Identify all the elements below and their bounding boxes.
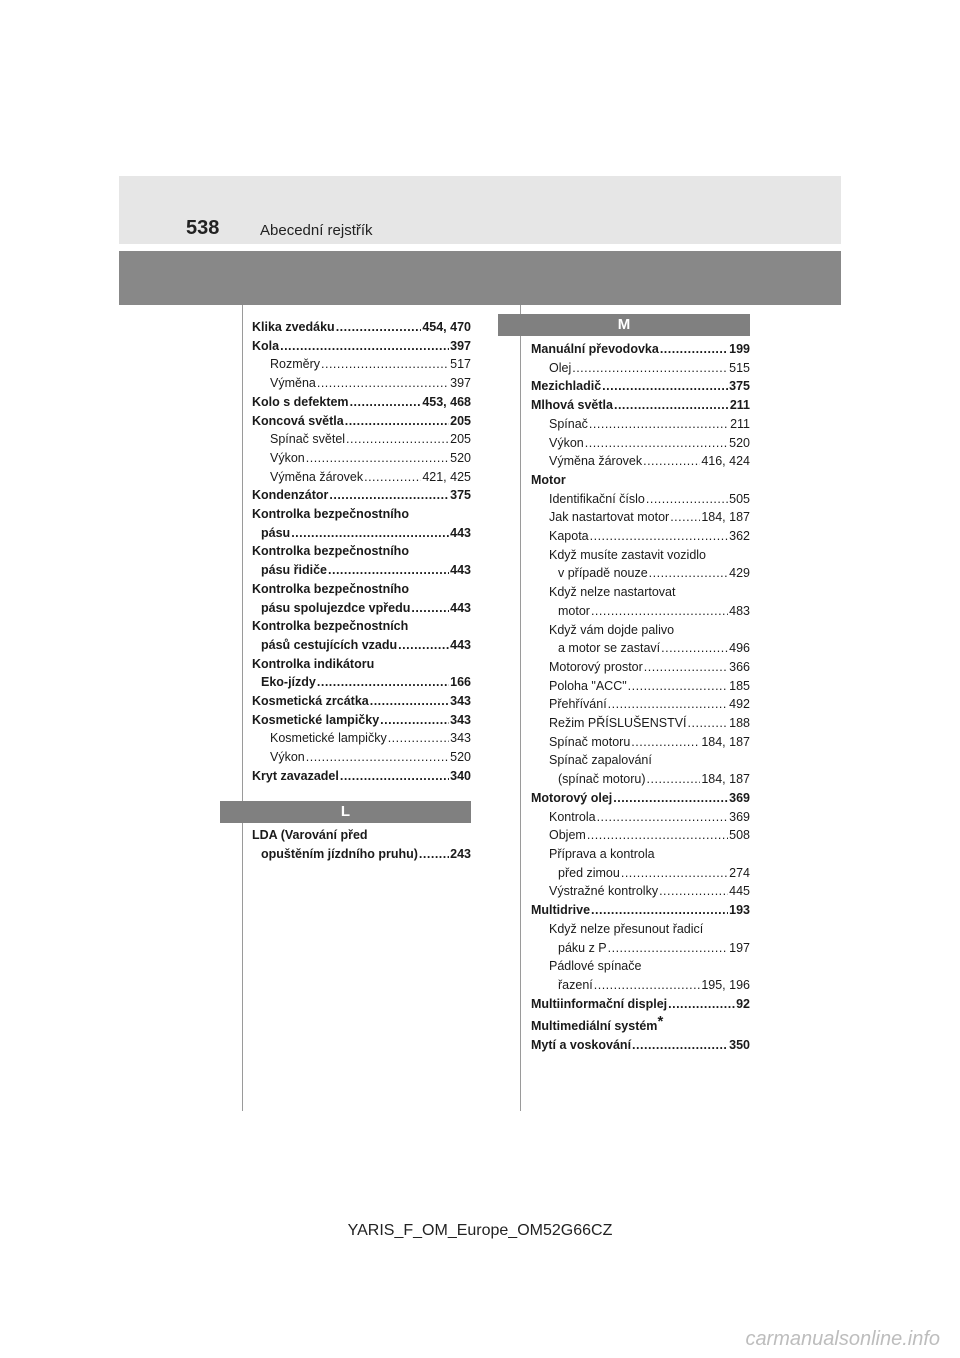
dot-leader (291, 524, 449, 543)
index-entry (531, 415, 750, 434)
entry-text: pásů cestujících vzadu (261, 637, 398, 652)
index-entry (252, 729, 471, 748)
entry-text: Výstražné kontrolky (549, 884, 659, 899)
dot-leader (643, 452, 700, 471)
entry-page-numbers: 243 (450, 846, 471, 861)
index-entry-label (531, 621, 750, 640)
entry-text: Když nelze přesunout řadicí (549, 921, 704, 936)
entry-page-numbers: 369 (729, 809, 750, 824)
dot-leader (572, 359, 728, 378)
entry-page-numbers: 184, 187 (701, 772, 750, 787)
entry-page-numbers: 185 (729, 678, 750, 693)
index-entry (531, 901, 750, 920)
dot-leader (587, 826, 728, 845)
index-entry (252, 393, 471, 412)
letter-heading-m: M (498, 314, 750, 336)
dot-leader (317, 673, 449, 692)
entry-page-numbers: 443 (450, 637, 471, 652)
index-entry-label (531, 546, 750, 565)
entry-text: Přehřívání (549, 697, 607, 712)
entry-text: Kosmetická zrcátka (252, 694, 369, 709)
index-entry (531, 340, 750, 359)
entry-text: Když musíte zastavit vozidlo (549, 547, 707, 562)
letter-heading-l: L (220, 801, 471, 823)
entry-page-numbers: 205 (450, 413, 471, 428)
entry-text: Spínač zapalování (549, 753, 652, 768)
dot-leader (614, 396, 729, 415)
dot-leader (380, 711, 449, 730)
entry-text: Výměna (270, 376, 316, 391)
dot-leader (613, 789, 728, 808)
dot-leader (688, 714, 729, 733)
index-entry (531, 695, 750, 714)
index-entry-label (531, 751, 750, 770)
header-band (119, 176, 841, 244)
index-entry (531, 864, 750, 883)
index-entry (531, 508, 750, 527)
column-rule-middle (520, 305, 521, 1111)
entry-text: Výměna žárovek (270, 469, 364, 484)
index-entry (531, 995, 750, 1014)
entry-text: LDA (Varování před (252, 828, 368, 842)
entry-text: (spínač motoru) (558, 772, 646, 787)
entry-text: Výkon (270, 750, 305, 765)
entry-page-numbers: 508 (729, 828, 750, 843)
entry-text: Spínač (549, 416, 588, 431)
entry-page-numbers: 199 (729, 342, 750, 356)
dot-leader (585, 434, 728, 453)
entry-text: v případě nouze (558, 566, 648, 581)
entry-text: Výkon (270, 450, 305, 465)
index-entry (252, 337, 471, 356)
entry-text: Kontrolka bezpečnostního (252, 544, 409, 559)
entry-text: Kontrolka bezpečnostního (252, 507, 409, 522)
index-entry (252, 845, 471, 864)
dot-leader (340, 767, 449, 786)
dot-leader (591, 602, 728, 621)
index-entry (252, 374, 471, 393)
entry-text: Kryt zavazadel (252, 768, 339, 783)
index-entry (252, 673, 471, 692)
index-entry (531, 677, 750, 696)
dot-leader (370, 692, 449, 711)
entry-text: motor (558, 603, 590, 618)
index-entry-label (531, 957, 750, 976)
watermark: carmanualsonline.info (745, 1328, 940, 1350)
entry-page-numbers: 195, 196 (701, 977, 750, 992)
entry-page-numbers: 205 (450, 432, 471, 447)
dot-leader (621, 864, 728, 883)
index-entry-label (252, 505, 471, 524)
index-entry (252, 318, 471, 337)
index-section-l (252, 826, 471, 863)
dot-leader (628, 677, 728, 696)
entry-page-numbers: 443 (450, 563, 471, 578)
entry-text: Pádlové spínače (549, 959, 642, 974)
dot-leader (594, 976, 701, 995)
entry-page-numbers: 515 (729, 360, 750, 375)
entry-text: a motor se zastaví (558, 641, 661, 656)
index-entry (531, 639, 750, 658)
entry-text: Motorový olej (531, 790, 613, 805)
entry-page-numbers: 454, 470 (422, 320, 471, 334)
index-entry (531, 770, 750, 789)
entry-text: Motorový prostor (549, 659, 643, 674)
dot-leader (644, 658, 728, 677)
entry-text: Kontrolka indikátoru (252, 656, 375, 671)
index-entry (531, 826, 750, 845)
index-entry (252, 561, 471, 580)
dot-leader (659, 882, 728, 901)
entry-text: opuštěním jízdního pruhu) (261, 846, 418, 861)
entry-page-numbers: 517 (450, 357, 471, 372)
entry-text: Rozměry (270, 357, 321, 372)
entry-page-numbers: 340 (450, 768, 471, 783)
entry-text: Kolo s defektem (252, 394, 349, 409)
dot-leader (608, 939, 729, 958)
entry-text: Olej (549, 360, 572, 375)
entry-text: Mlhová světla (531, 398, 613, 413)
dot-leader (591, 901, 728, 920)
entry-page-numbers: 197 (729, 940, 750, 955)
dot-leader (660, 340, 728, 359)
entry-text: Mytí a voskování (531, 1038, 632, 1053)
index-entry (252, 449, 471, 468)
entry-page-numbers: 416, 424 (701, 454, 750, 469)
dot-leader (321, 355, 449, 374)
entry-page-numbers: 443 (450, 525, 471, 540)
entry-page-numbers: 193 (729, 903, 750, 918)
entry-page-numbers: 343 (450, 731, 471, 746)
dot-leader (602, 377, 728, 396)
dot-leader (306, 748, 449, 767)
index-entry (252, 692, 471, 711)
dot-leader (329, 486, 449, 505)
dot-leader (631, 733, 700, 752)
entry-page-numbers: 496 (729, 641, 750, 656)
entry-text: pásu spolujezdce vpředu (261, 600, 411, 615)
dot-leader (419, 845, 449, 864)
index-entry (531, 602, 750, 621)
entry-page-numbers: 369 (729, 790, 750, 805)
index-entry (531, 490, 750, 509)
index-entry (252, 355, 471, 374)
dot-leader (364, 468, 421, 487)
entry-page-numbers: 343 (450, 694, 471, 709)
index-entry (531, 789, 750, 808)
entry-text: Kontrolka bezpečnostních (252, 619, 409, 634)
dot-leader (589, 415, 729, 434)
index-entry (531, 1036, 750, 1055)
entry-page-numbers: 520 (450, 450, 471, 465)
footnote-star: * (657, 1013, 664, 1031)
dot-leader (632, 1036, 728, 1055)
entry-text: Poloha "ACC" (549, 678, 627, 693)
index-entry-label (252, 826, 471, 845)
index-entry (531, 396, 750, 415)
index-entry-label (531, 471, 750, 490)
entry-page-numbers: 453, 468 (422, 394, 471, 409)
column-rule-left (242, 305, 243, 1111)
entry-page-numbers: 366 (729, 659, 750, 674)
dot-leader (306, 449, 449, 468)
entry-text: Koncová světla (252, 413, 344, 428)
dot-leader (350, 393, 422, 412)
entry-page-numbers: 445 (729, 884, 750, 899)
entry-text: Eko-jízdy (261, 675, 316, 690)
index-entry-label (252, 655, 471, 674)
section-title: Abecední rejstřík (260, 222, 373, 239)
entry-text: před zimou (558, 865, 620, 880)
index-entry (531, 714, 750, 733)
dot-leader (646, 490, 728, 509)
index-entry-label (531, 920, 750, 939)
entry-text: Kondenzátor (252, 488, 329, 503)
entry-page-numbers: 184, 187 (701, 734, 750, 749)
index-entry-label (252, 580, 471, 599)
entry-text: páku z P (558, 940, 607, 955)
entry-text: Multimediální systém (531, 1019, 658, 1034)
index-entry (531, 377, 750, 396)
entry-page-numbers: 397 (450, 376, 471, 391)
dot-leader (280, 337, 449, 356)
entry-text: řazení (558, 977, 593, 992)
index-column-right (531, 340, 750, 1055)
index-entry-label (252, 542, 471, 561)
index-column-left (252, 318, 471, 786)
entry-page-numbers: 211 (729, 398, 750, 413)
dot-leader (317, 374, 449, 393)
dot-leader (336, 318, 422, 337)
index-entry (531, 808, 750, 827)
index-entry (531, 939, 750, 958)
entry-text: Klika zvedáku (252, 320, 335, 334)
entry-text: Kola (252, 338, 280, 353)
entry-text: Kosmetické lampičky (270, 731, 387, 746)
index-entry (531, 658, 750, 677)
index-entry (531, 452, 750, 471)
entry-page-numbers: 362 (729, 529, 750, 544)
entry-text: Když vám dojde palivo (549, 622, 675, 637)
entry-text: Identifikační číslo (549, 491, 645, 506)
entry-text: Jak nastartovat motor (549, 510, 670, 525)
entry-page-numbers: 443 (450, 600, 471, 615)
entry-text: Mezichladič (531, 379, 602, 394)
entry-text: pásu řidiče (261, 563, 327, 578)
index-entry (531, 733, 750, 752)
dot-leader (328, 561, 449, 580)
entry-text: Objem (549, 828, 586, 843)
dot-leader (670, 508, 700, 527)
entry-page-numbers: 211 (730, 416, 750, 431)
index-entry (252, 524, 471, 543)
entry-text: Když nelze nastartovat (549, 585, 676, 600)
entry-text: Manuální převodovka (531, 342, 659, 356)
entry-text: Režim PŘÍSLUŠENSTVÍ (549, 716, 687, 731)
dot-leader (608, 695, 728, 714)
entry-page-numbers: 375 (450, 488, 471, 503)
index-entry (531, 564, 750, 583)
page-number: 538 (186, 217, 220, 239)
entry-text: Výměna žárovek (549, 454, 643, 469)
entry-text: Multidrive (531, 903, 591, 918)
entry-text: pásu (261, 525, 291, 540)
index-entry (252, 486, 471, 505)
dot-leader (649, 564, 728, 583)
dot-leader (661, 639, 728, 658)
dot-leader (597, 808, 729, 827)
entry-page-numbers: 274 (729, 865, 750, 880)
entry-page-numbers: 92 (736, 996, 750, 1011)
dot-leader (345, 412, 449, 431)
index-entry (252, 748, 471, 767)
dot-leader (388, 729, 449, 748)
entry-page-numbers: 343 (450, 712, 471, 727)
entry-text: Spínač světel (270, 432, 346, 447)
index-entry (531, 359, 750, 378)
entry-page-numbers: 492 (729, 697, 750, 712)
entry-page-numbers: 421, 425 (422, 469, 471, 484)
entry-text: Multiinformační displej (531, 996, 668, 1011)
entry-text: Výkon (549, 435, 584, 450)
index-entry-label (531, 583, 750, 602)
index-entry (531, 434, 750, 453)
entry-text: Příprava a kontrola (549, 846, 655, 861)
index-entry (252, 430, 471, 449)
entry-text: Kontrolka bezpečnostního (252, 581, 409, 596)
entry-page-numbers: 184, 187 (701, 510, 750, 525)
header-dark-band (119, 251, 841, 305)
index-entry (252, 468, 471, 487)
index-entry-label (531, 1013, 750, 1036)
index-entry-label (531, 845, 750, 864)
index-entry (252, 599, 471, 618)
entry-page-numbers: 520 (450, 750, 471, 765)
dot-leader (668, 995, 735, 1014)
index-entry (252, 636, 471, 655)
entry-page-numbers: 166 (450, 675, 471, 690)
dot-leader (590, 527, 729, 546)
index-entry (531, 527, 750, 546)
entry-page-numbers: 350 (729, 1038, 750, 1053)
entry-page-numbers: 397 (450, 338, 471, 353)
entry-page-numbers: 429 (729, 566, 750, 581)
dot-leader (346, 430, 449, 449)
entry-page-numbers: 505 (729, 491, 750, 506)
dot-leader (411, 599, 449, 618)
entry-text: Kosmetické lampičky (252, 712, 380, 727)
index-entry (252, 767, 471, 786)
entry-page-numbers: 375 (729, 379, 750, 394)
index-entry (252, 412, 471, 431)
entry-text: Kapota (549, 529, 589, 544)
entry-text: Spínač motoru (549, 734, 631, 749)
entry-text: Kontrola (549, 809, 596, 824)
index-entry (531, 882, 750, 901)
entry-page-numbers: 520 (729, 435, 750, 450)
index-entry (531, 976, 750, 995)
index-entry (252, 711, 471, 730)
entry-text: Motor (531, 472, 566, 487)
index-entry-label (252, 617, 471, 636)
dot-leader (398, 636, 449, 655)
entry-page-numbers: 483 (729, 603, 750, 618)
entry-page-numbers: 188 (729, 716, 750, 731)
dot-leader (647, 770, 701, 789)
footer-document-code: YARIS_F_OM_Europe_OM52G66CZ (347, 1222, 613, 1239)
